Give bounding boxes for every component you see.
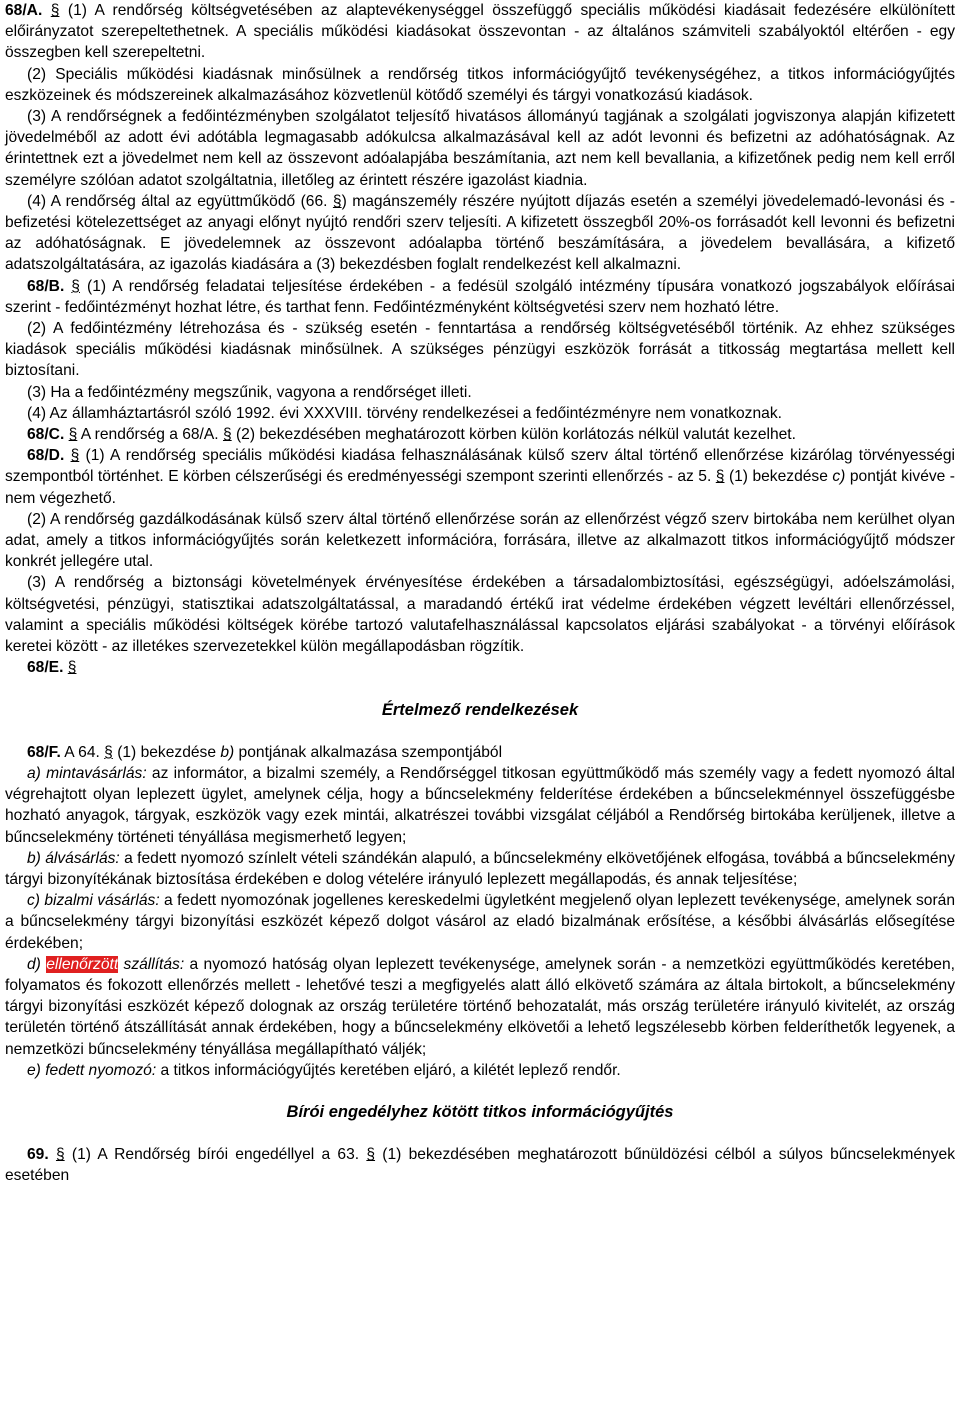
search-highlight: ellenőrzött xyxy=(46,955,119,973)
spacer xyxy=(5,679,955,700)
definition-a: a) mintavásárlás: az informátor, a bizalmi személy, a Rendőrséggel titkosan együttműködő más személy vagy a fedett nyomozó által végrehajtott olyan leplezett ügylet, amelynek célja, hogy a bűncselekmény felderítése érdekében a bűncselekménnyel összefüggésbe hozható anyagok, tárgyak, eszközök vagy ezek mintái, alkatrészei további vizsgálat céljából a Rendőrség birtokába kerüljenek, illetve a bűncselekmény történeti tényállása megismerhető legyen; xyxy=(5,764,955,846)
section-sign[interactable]: § xyxy=(70,447,80,465)
section-number: 68/D. xyxy=(27,447,65,465)
paragraph-68D-2: (2) A rendőrség gazdálkodásának külső szerv által történő ellenőrzése során az ellenőrzést végző szerv birtokába nem kerülhet olyan adat, amely a titkos információgyűjtés során keletkezett információra, forrására, illetve az alkalmazott titkos információgyűjtő módszer konkrét jellegére utal. xyxy=(5,510,955,571)
spacer xyxy=(5,1123,955,1144)
paragraph-68A-2: (2) Speciális működési kiadásnak minősülnek a rendőrség titkos információgyűjtő tevékenységéhez, a titkos információgyűjtés eszközeinek és módszereinek alkalmazásához közvetlenül kötődő személyi és tárgyi vonatkozású kiadások. xyxy=(5,65,955,104)
paragraph-68B-3: (3) Ha a fedőintézmény megszűnik, vagyona a rendőrséget illeti. xyxy=(27,383,472,401)
definition-term: c) bizalmi vásárlás: xyxy=(27,892,160,910)
definition-term: e) fedett nyomozó: xyxy=(27,1061,157,1079)
section-sign[interactable]: § xyxy=(332,192,342,210)
section-number: 68/C. xyxy=(27,426,65,444)
section-sign[interactable]: § xyxy=(71,277,80,295)
definition-term: d) ellenőrzött szállítás: xyxy=(27,955,185,973)
section-number: 68/E. xyxy=(27,659,64,677)
spacer xyxy=(5,1081,955,1102)
section-sign[interactable]: § xyxy=(50,2,60,19)
paragraph-68B-2: (2) A fedőintézmény létrehozása és - szükség esetén - fenntartása a rendőrség költségvetéséből történik. Az ehhez szükséges kiadások speciális működési kiadásnak minősülnek. A szükséges pénzügyi eszközök forrását a titkosság megtartása mellett kell biztosítani. xyxy=(5,320,955,380)
paragraph-68D-3: (3) A rendőrség a biztonsági követelmények érvényesítése érdekében a társadalombiztosítási, egészségügyi, adóelszámolási, költségvetési, pénzügyi, statisztikai adatszolgáltatással, a maradandó értékű irat védelme érdekében végzett levéltári ellenőrzéssel, valamint a speciális működési költségek körébe tartozó valutafelhasználással kapcsolatos eljárási szabályokat - a törvényi előírások keretei között - az illetékes szervezetekkel külön megállapodásban rögzítik. xyxy=(5,574,955,656)
paragraph-68E xyxy=(5,657,955,678)
paragraph-68A-4: (4) A rendőrség által az együttműködő (66. §) magánszemély részére nyújtott díjazás esetén a személyi jövedelemadó-levonási és -befizetési kötelezettséget az anyagi előnyt nyújtó rendőri szerv teljesíti. A kifizetett összegből 20%-os forrásadót kell levonni és befizetni az adóhatóságnak. E jövedelemnek az összevont adóalapba történő beszámítására, a jövedelem bevallására, a kifizető adatszolgáltatására, az igazolás kiadására a (3) bekezdésben foglalt rendelkezést kell alkalmazni. xyxy=(5,192,955,274)
section-sign[interactable]: § xyxy=(222,426,232,444)
section-number: 69. xyxy=(27,1146,49,1164)
definition-d: d) ellenőrzött szállítás: a nyomozó hatóság olyan leplezett tevékenysége, amelynek során - a nemzetközi együttműködés keretében, folyamatos és fokozott ellenőrzés mellett - lehetővé teszi a megfigyelés alatt álló elkövető számára az általa birtokolt, a bűncselekmény tárgyi bizonyítási eszközét képező dolognak az ország területére történő behozatalát, más ország területére irányuló kivitelét, az ország területén történő átszállítását annak érdekében, hogy a bűncselekmény elkövetői a lehető legszélesebb körben felderíthetők legyenek, a nemzetközi bűncselekmény tényállása megállapítható váljék; xyxy=(5,955,955,1058)
paragraph-68A-1: 68/A. § (1) A rendőrség költségvetésében az alaptevékenységgel összefüggő speciális működési kiadásait fedezésére elkülönített előirányzatot szerepeltethetnek. A speciális működési kiadásokat összevontan - az általános számviteli szabályoktól eltérően - egy összegben kell szerepeltetni. xyxy=(5,2,955,62)
section-sign[interactable]: § xyxy=(67,659,77,677)
paragraph-68D-1: 68/D. § (1) A rendőrség speciális működési kiadása felhasználásának külső szerv által történő ellenőrzése kizárólag törvényességi szempontból történhet. E körben célszerűségi és eredményességi szempont szerinti ellenőrzés - az 5. § (1) bekezdése c) pontját kivéve - nem végezhető. xyxy=(5,447,955,507)
paragraph-68B-4: (4) Az államháztartásról szóló 1992. évi XXXVIII. törvény rendelkezései a fedőintézményre nem vonatkoznak. xyxy=(27,404,782,422)
definition-term: a) mintavásárlás: xyxy=(27,764,147,782)
section-sign[interactable]: § xyxy=(715,468,725,486)
spacer xyxy=(5,721,955,742)
section-heading: Értelmező rendelkezések xyxy=(381,700,579,719)
definition-e: e) fedett nyomozó: a titkos információgyűjtés keretében eljáró, a kilétét leplező rendőr. xyxy=(27,1061,621,1079)
section-sign[interactable]: § xyxy=(104,743,113,761)
section-number: 68/B. xyxy=(27,277,65,295)
definition-term: b) álvásárlás: xyxy=(27,849,120,867)
section-number: 68/A. xyxy=(5,2,43,19)
section-sign[interactable]: § xyxy=(366,1146,376,1164)
definition-b: b) álvásárlás: a fedett nyomozó színlelt vételi szándékán alapuló, a bűncselekmény elkövetőjének elfogása, továbbá a bűncselekmény tárgyi bizonyítékának biztosítása érdekében e dolog vételére irányuló leplezett megállapodás, és annak teljesítése; xyxy=(5,849,955,888)
paragraph-69-1: 69. § (1) A Rendőrség bírói engedéllyel a 63. § (1) bekezdésében meghatározott bűnüldözési célból a súlyos bűncselekmények esetében xyxy=(5,1146,955,1185)
paragraph-68A-3: (3) A rendőrségnek a fedőintézményben szolgálatot teljesítő hivatásos állományú tagjának a szolgálati jogviszonya alapján kifizetett jövedelméből az adott évi adótábla legmagasabb adókulcsa alkalmazásával kell az adót levonni és befizetni az adóhatóságnak. Az érintettnek ezt a jövedelmet nem kell az összevont adóalapjába beszámítania, azt nem kell bevallania, a kifizetőnek pedig nem kell erről személyre szólóan adatot szolgáltatnia, illetőleg az érintett részére igazolást kiadnia. xyxy=(5,108,955,189)
paragraph-68B-1: 68/B. § (1) A rendőrség feladatai teljesítése érdekében - a fedésül szolgáló intézmény típusára vonatkozó jogszabályok előírásai szerint - fedőintézményt hozhat létre, és tarthat fenn. Fedőintézményként költségvetési szerv nem hozható létre. xyxy=(5,277,955,316)
section-sign[interactable]: § xyxy=(68,426,78,444)
definition-c: c) bizalmi vásárlás: a fedett nyomozónak jogellenes kereskedelmi ügyletként megjelenő olyan leplezett tevékenysége, amelynek során a bűncselekmény tárgyi bizonyítási eszközét képező dolgot vásárol az eladó bizalmának erősítése, a későbbi álvásárlás elősegítése érdekében; xyxy=(5,892,955,952)
paragraph-68F-intro: 68/F. A 64. § (1) bekezdése b) pontjának alkalmazása szempontjából xyxy=(27,743,503,761)
section-heading: Bírói engedélyhez kötött titkos információgyűjtés xyxy=(286,1102,674,1121)
section-number: 68/F. xyxy=(27,743,61,761)
section-sign[interactable]: § xyxy=(55,1146,65,1164)
paragraph-68C: 68/C. § A rendőrség a 68/A. § (2) bekezdésében meghatározott körben külön korlátozás nélkül valutát kezelhet. xyxy=(27,426,796,444)
